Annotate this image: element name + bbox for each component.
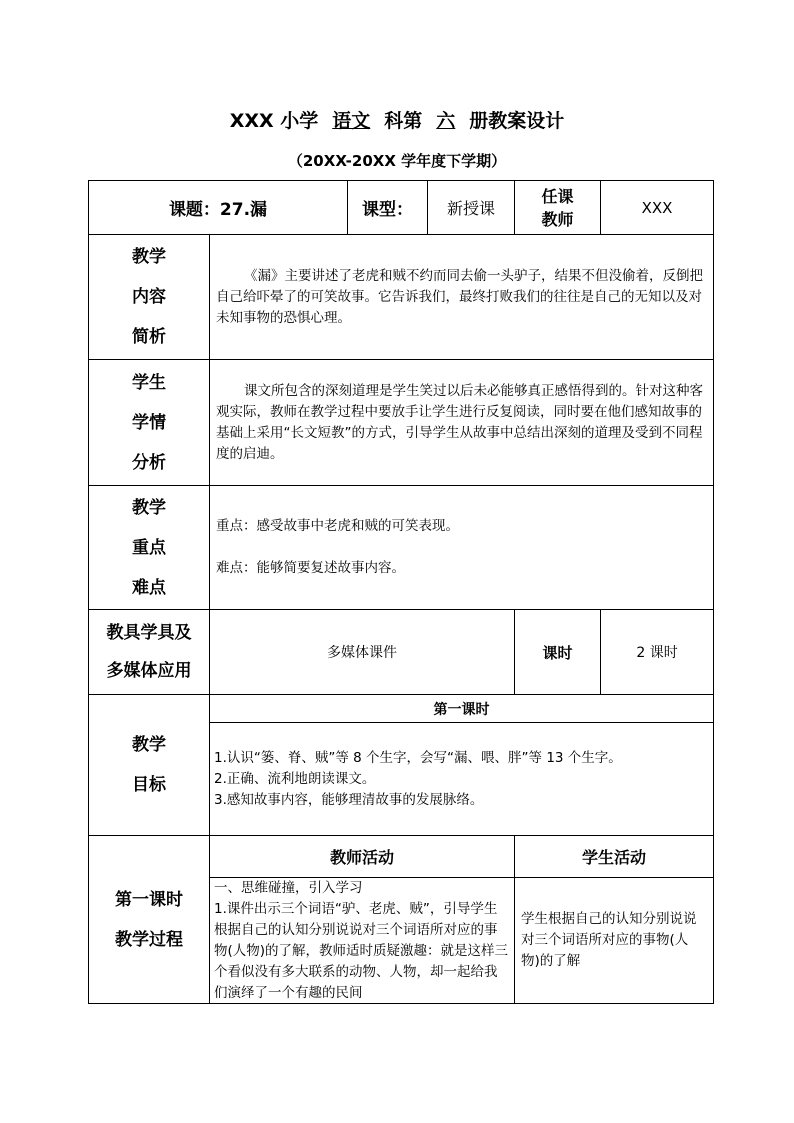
analysis-label-2: 学情 (132, 412, 166, 433)
goal-item: 3.感知故事内容，能够理清故事的发展脉络。 (214, 791, 484, 808)
media-value: 多媒体课件 (210, 610, 515, 695)
goal-item: 2.正确、流利地朗读课文。 (214, 770, 376, 787)
content-label-1: 教学 (132, 247, 166, 267)
goal-item: 1.认识“篓、脊、贼”等 8 个生字，会写“漏、喂、胖”等 13 个生字。 (214, 749, 622, 766)
type-label: 课型： (348, 181, 428, 235)
process-label (89, 836, 210, 1004)
keypoints-row (89, 486, 714, 610)
process-label-2: 教学过程 (115, 929, 183, 950)
teacher-activity (210, 878, 515, 1004)
media-label (89, 610, 210, 695)
lesson-plan-table (88, 180, 714, 1004)
media-label-2: 多媒体应用 (106, 661, 192, 681)
analysis-text: 课文所包含的深刻道理是学生笑过以后未必能够真正感悟得到的。针对这种客观实际，教师在教学过程中要放手让学生进行反复阅读，同时要在他们感知故事的基础上采用“长文短教”的方式，引导学生从故事中总结出深刻的道理及受到不同程度的启迪。 (210, 360, 714, 486)
goals-label-1: 教学 (132, 735, 166, 755)
term-subtitle: （20XX-20XX 学年度下学期） (287, 152, 507, 170)
volume-field: 六 (436, 110, 456, 132)
teacher-value: XXX (601, 181, 714, 235)
goals-period-row (89, 695, 714, 723)
content-row (89, 235, 714, 360)
analysis-label (89, 360, 210, 486)
content-text: 《漏》主要讲述了老虎和贼不约而同去偷一头驴子，结果不但没偷着，反倒把自己给吓晕了的可笑故事。它告诉我们，最终打败我们的往往是自己的无知以及对未知事物的恐惧心理。 (210, 235, 714, 360)
topic-cell: 课题：27.漏 (89, 181, 348, 235)
goals-label (89, 695, 210, 836)
difficult-point: 难点：能够简要复述故事内容。 (216, 560, 405, 576)
goals-label-2: 目标 (132, 775, 166, 795)
teacher-step-heading: 一、思维碰撞，引入学习 (214, 880, 363, 896)
teacher-activity-header: 教师活动 (210, 836, 515, 878)
keypoints-label (89, 486, 210, 610)
student-activity: 学生根据自己的认知分别说说对三个词语所对应的事物(人物)的了解 (515, 878, 714, 1004)
page-title (0, 106, 794, 133)
content-label-3: 简析 (132, 327, 166, 347)
keypoints-label-1: 教学 (132, 497, 166, 518)
keypoints-label-3: 难点 (132, 577, 166, 598)
hours-label: 课时 (515, 610, 601, 695)
teacher-label-line2: 教师 (541, 209, 574, 229)
media-label-1: 教具学具及 (106, 623, 192, 643)
teacher-activity-body (214, 878, 510, 1002)
media-row (89, 610, 714, 695)
content-label-2: 内容 (132, 287, 166, 307)
hours-value: 2 课时 (601, 610, 714, 695)
analysis-row (89, 360, 714, 486)
teacher-label (515, 181, 601, 235)
process-header-row (89, 836, 714, 878)
school-name: XXX 小学 (229, 110, 319, 132)
teacher-step-text: 1.课件出示三个词语“驴、老虎、贼”，引导学生根据自己的认知分别说说对三个词语所对应的事物(人物)的了解，教师适时质疑激趣：就是这样三个看似没有多大联系的动物、人物，却一起给我们演绎了一个有趣的民间 (214, 901, 509, 1001)
teacher-label-line1: 任课 (541, 186, 574, 206)
goals-list (210, 723, 714, 836)
key-point: 重点：感受故事中老虎和贼的可笑表现。 (216, 518, 459, 534)
process-label-1: 第一课时 (115, 889, 183, 910)
student-activity-header: 学生活动 (515, 836, 714, 878)
keypoints-label-2: 重点 (132, 537, 166, 558)
subject-suffix: 科第 (384, 110, 423, 132)
subject-field: 语文 (332, 110, 371, 132)
goals-period: 第一课时 (210, 695, 714, 723)
analysis-label-3: 分析 (132, 452, 166, 473)
content-label (89, 235, 210, 360)
type-value: 新授课 (428, 181, 515, 235)
title-suffix: 册教案设计 (469, 110, 565, 132)
header-row (89, 181, 714, 235)
analysis-label-1: 学生 (132, 372, 166, 393)
keypoints-text (210, 486, 714, 610)
